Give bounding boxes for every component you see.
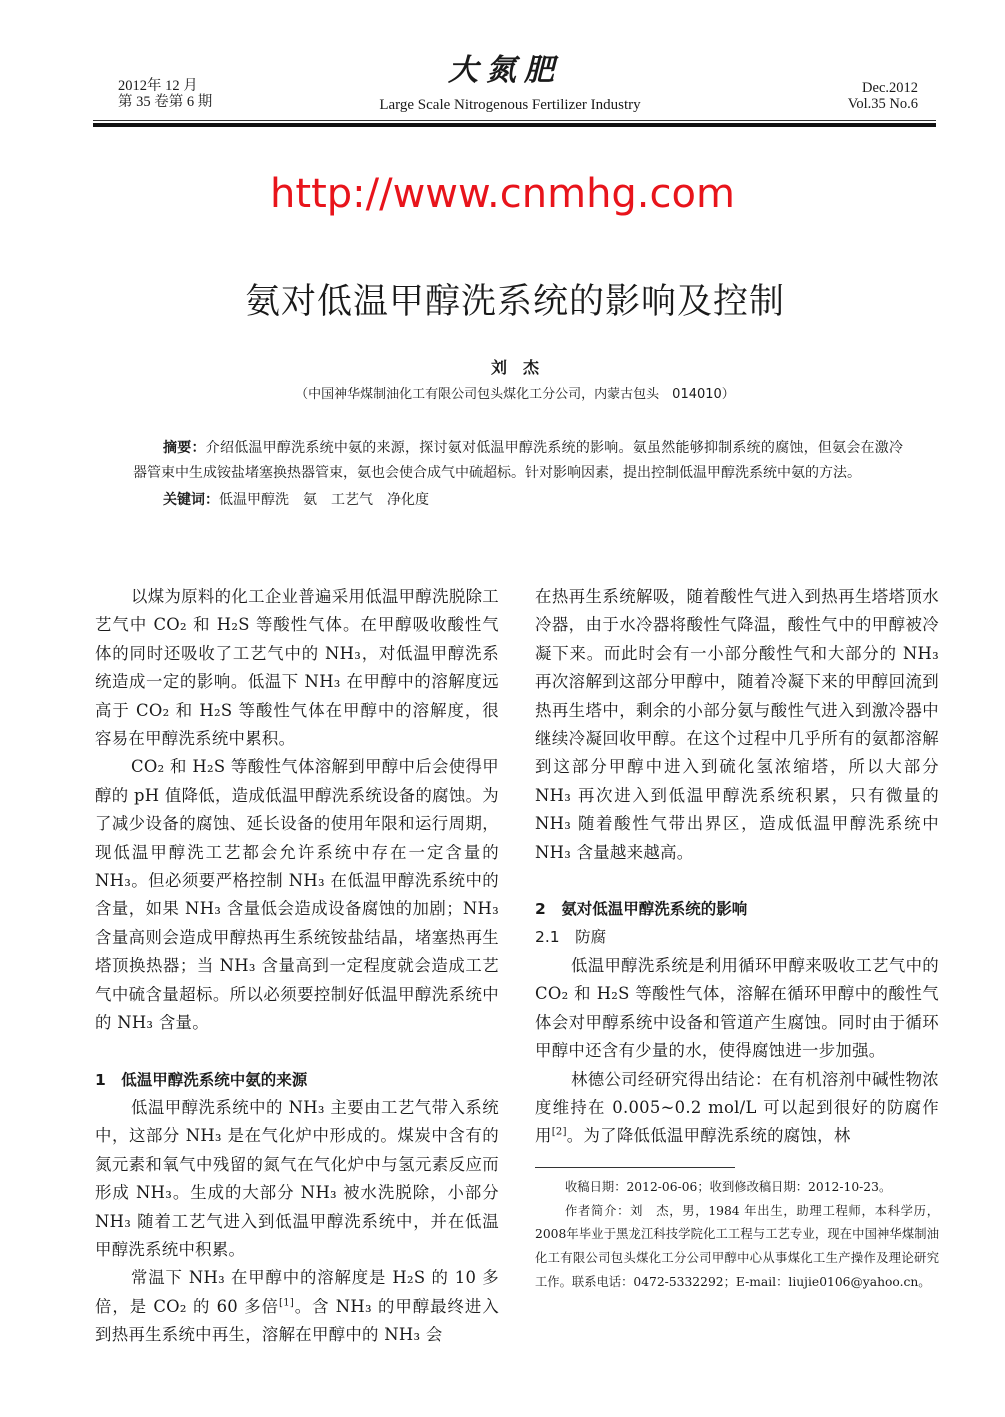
text: 常温下 NH₃ 在甲醇中的溶解度是 H₂S 的 10 多倍，是 CO₂ 的 60 多倍 (95, 1268, 499, 1316)
journal-logo: 大氮肥 (448, 53, 562, 88)
abstract-label: 摘要： (163, 440, 206, 456)
section-heading-2: 2 氨对低温甲醇洗系统的影响 (535, 900, 748, 919)
date-cn: 2012年 12 月 (118, 78, 198, 94)
header-rule-thin (93, 120, 936, 121)
received-date: 收稿日期：2012-06-06；收到修改稿日期：2012-10-23。 (565, 1179, 892, 1194)
text: 林德公司经研究得出结论：在有机溶剂中碱性物浓度维持在 0.005~0.2 mol/L 可以起到很好的防腐作用 (535, 1069, 939, 1146)
citation-1: [1] (279, 1297, 295, 1309)
volume-cn: 第 35 卷第 6 期 (118, 94, 213, 110)
keywords-label: 关键词： (163, 492, 219, 508)
issue-info-en (848, 80, 918, 112)
keywords-text: 低温甲醇洗 氨 工艺气 净化度 (219, 492, 429, 508)
author-bio: 作者简介：刘 杰，男，1984 年出生，助理工程师，本科学历，2008年毕业于黑龙江科技学院化工工程与工艺专业，现在中国神华煤制油化工有限公司包头煤化工分公司甲醇中心从事煤化工生产操作及理论研究工作。联系电话：0472-5332292；E-mail：liujie0106@yahoo.cn。 (535, 1203, 939, 1289)
abstract-text: 介绍低温甲醇洗系统中氨的来源，探讨氨对低温甲醇洗系统的影响。氨虽然能够抑制系统的腐蚀，但氨会在激冷器管束中生成铵盐堵塞换热器管束，氨也会使合成气中硫超标。针对影响因素，提出控制低温甲醇洗系统中氨的方法。 (133, 440, 904, 481)
author: 刘 杰 (490, 358, 539, 377)
footnote (535, 1176, 939, 1295)
article-title: 氨对低温甲醇洗系统的影响及控制 (244, 282, 785, 322)
paragraph-source-2 (95, 1264, 499, 1349)
left-column (95, 583, 499, 1350)
right-column (535, 583, 939, 1295)
paragraph-source-continued: 在热再生系统解吸，随着酸性气进入到热再生塔塔顶水冷器，由于水冷器将酸性气降温，酸性气中的甲醇被冷凝下来。而此时会有一小部分酸性气和大部分的 NH₃ 再次溶解到这部分甲醇中，随着冷凝下来的甲醇回流到热再生塔中，剩余的小部分氨与酸性气进入到激冷器中继续冷凝回收甲醇。在这个过程中几乎所有的氨都溶解到这部分甲醇中进入到硫化氢浓缩塔，所以大部分 NH₃ 再次进入到低温甲醇洗系统积累，只有微量的 NH₃ 随着酸性气带出界区，造成低温甲醇洗系统中 NH₃ 含量越来越高。 (535, 587, 939, 862)
footnote-rule (535, 1167, 735, 1168)
paragraph-corrosion-1: 低温甲醇洗系统是利用循环甲醇来吸收工艺气中的 CO₂ 和 H₂S 等酸性气体，溶解在循环甲醇中的酸性气体会对甲醇系统中设备和管道产生腐蚀。同时由于循环甲醇中还含有少量的水，使得腐蚀进一步加强。 (535, 955, 939, 1061)
text: 。含 NH₃ 的甲醇最终进入到热再生系统中再生，溶解在甲醇中的 NH₃ 会 (95, 1296, 500, 1345)
abstract-block (133, 436, 903, 513)
paragraph-source-1: 低温甲醇洗系统中的 NH₃ 主要由工艺气带入系统中，这部分 NH₃ 是在气化炉中形成的。煤炭中含有的氮元素和氧气中残留的氮气在气化炉中与氢元素反应而形成 NH₃。生成的大部分 NH₃ 被水洗脱除，小部分 NH₃ 随着工艺气进入到低温甲醇洗系统中，并在低温甲醇洗系统中积累。 (95, 1097, 499, 1259)
paragraph-intro-2: CO₂ 和 H₂S 等酸性气体溶解到甲醇中后会使得甲醇的 pH 值降低，造成低温甲醇洗系统设备的腐蚀。为了减少设备的腐蚀、延长设备的使用年限和运行周期，现低温甲醇洗工艺都会允许系统中存在一定含量的 NH₃。但必须要严格控制 NH₃ 在低温甲醇洗系统中的含量，如果 NH₃ 含量低会造成设备腐蚀的加剧；NH₃ 含量高则会造成甲醇热再生系统铵盐结晶，堵塞热再生塔顶换热器；当 NH₃ 含量高到一定程度就会造成工艺气中硫含量超标。所以必须要控制好低温甲醇洗系统中的 NH₃ 含量。 (95, 757, 499, 1033)
header-rule-thick (93, 123, 936, 127)
citation-2: [2] (551, 1126, 567, 1138)
journal-name-en: Large Scale Nitrogenous Fertilizer Industry (379, 97, 641, 113)
text: 。为了降低低温甲醇洗系统的腐蚀，林 (566, 1126, 851, 1146)
paragraph-corrosion-2 (535, 1066, 939, 1151)
keywords (163, 488, 903, 513)
issue-info-cn (118, 78, 212, 110)
date-en: Dec.2012 (862, 80, 918, 96)
subsection-heading-2-1: 2.1 防腐 (535, 928, 607, 947)
section-heading-1: 1 低温甲醇洗系统中氨的来源 (95, 1070, 308, 1089)
affiliation: （中国神华煤制油化工有限公司包头煤化工分公司，内蒙古包头 014010） (295, 387, 735, 402)
watermark: http://www.cnmhg.com (270, 171, 735, 217)
abstract (133, 436, 903, 486)
volume-en: Vol.35 No.6 (847, 96, 918, 112)
paragraph-intro-1: 以煤为原料的化工企业普遍采用低温甲醇洗脱除工艺气中 CO₂ 和 H₂S 等酸性气体。在甲醇吸收酸性气体的同时还吸收了工艺气中的 NH₃，对低温甲醇洗系统造成一定的影响。低温下 NH₃ 在甲醇中的溶解度远高于 CO₂ 和 H₂S 等酸性气体在甲醇中的溶解度，很容易在甲醇洗系统中累积。 (95, 587, 499, 749)
